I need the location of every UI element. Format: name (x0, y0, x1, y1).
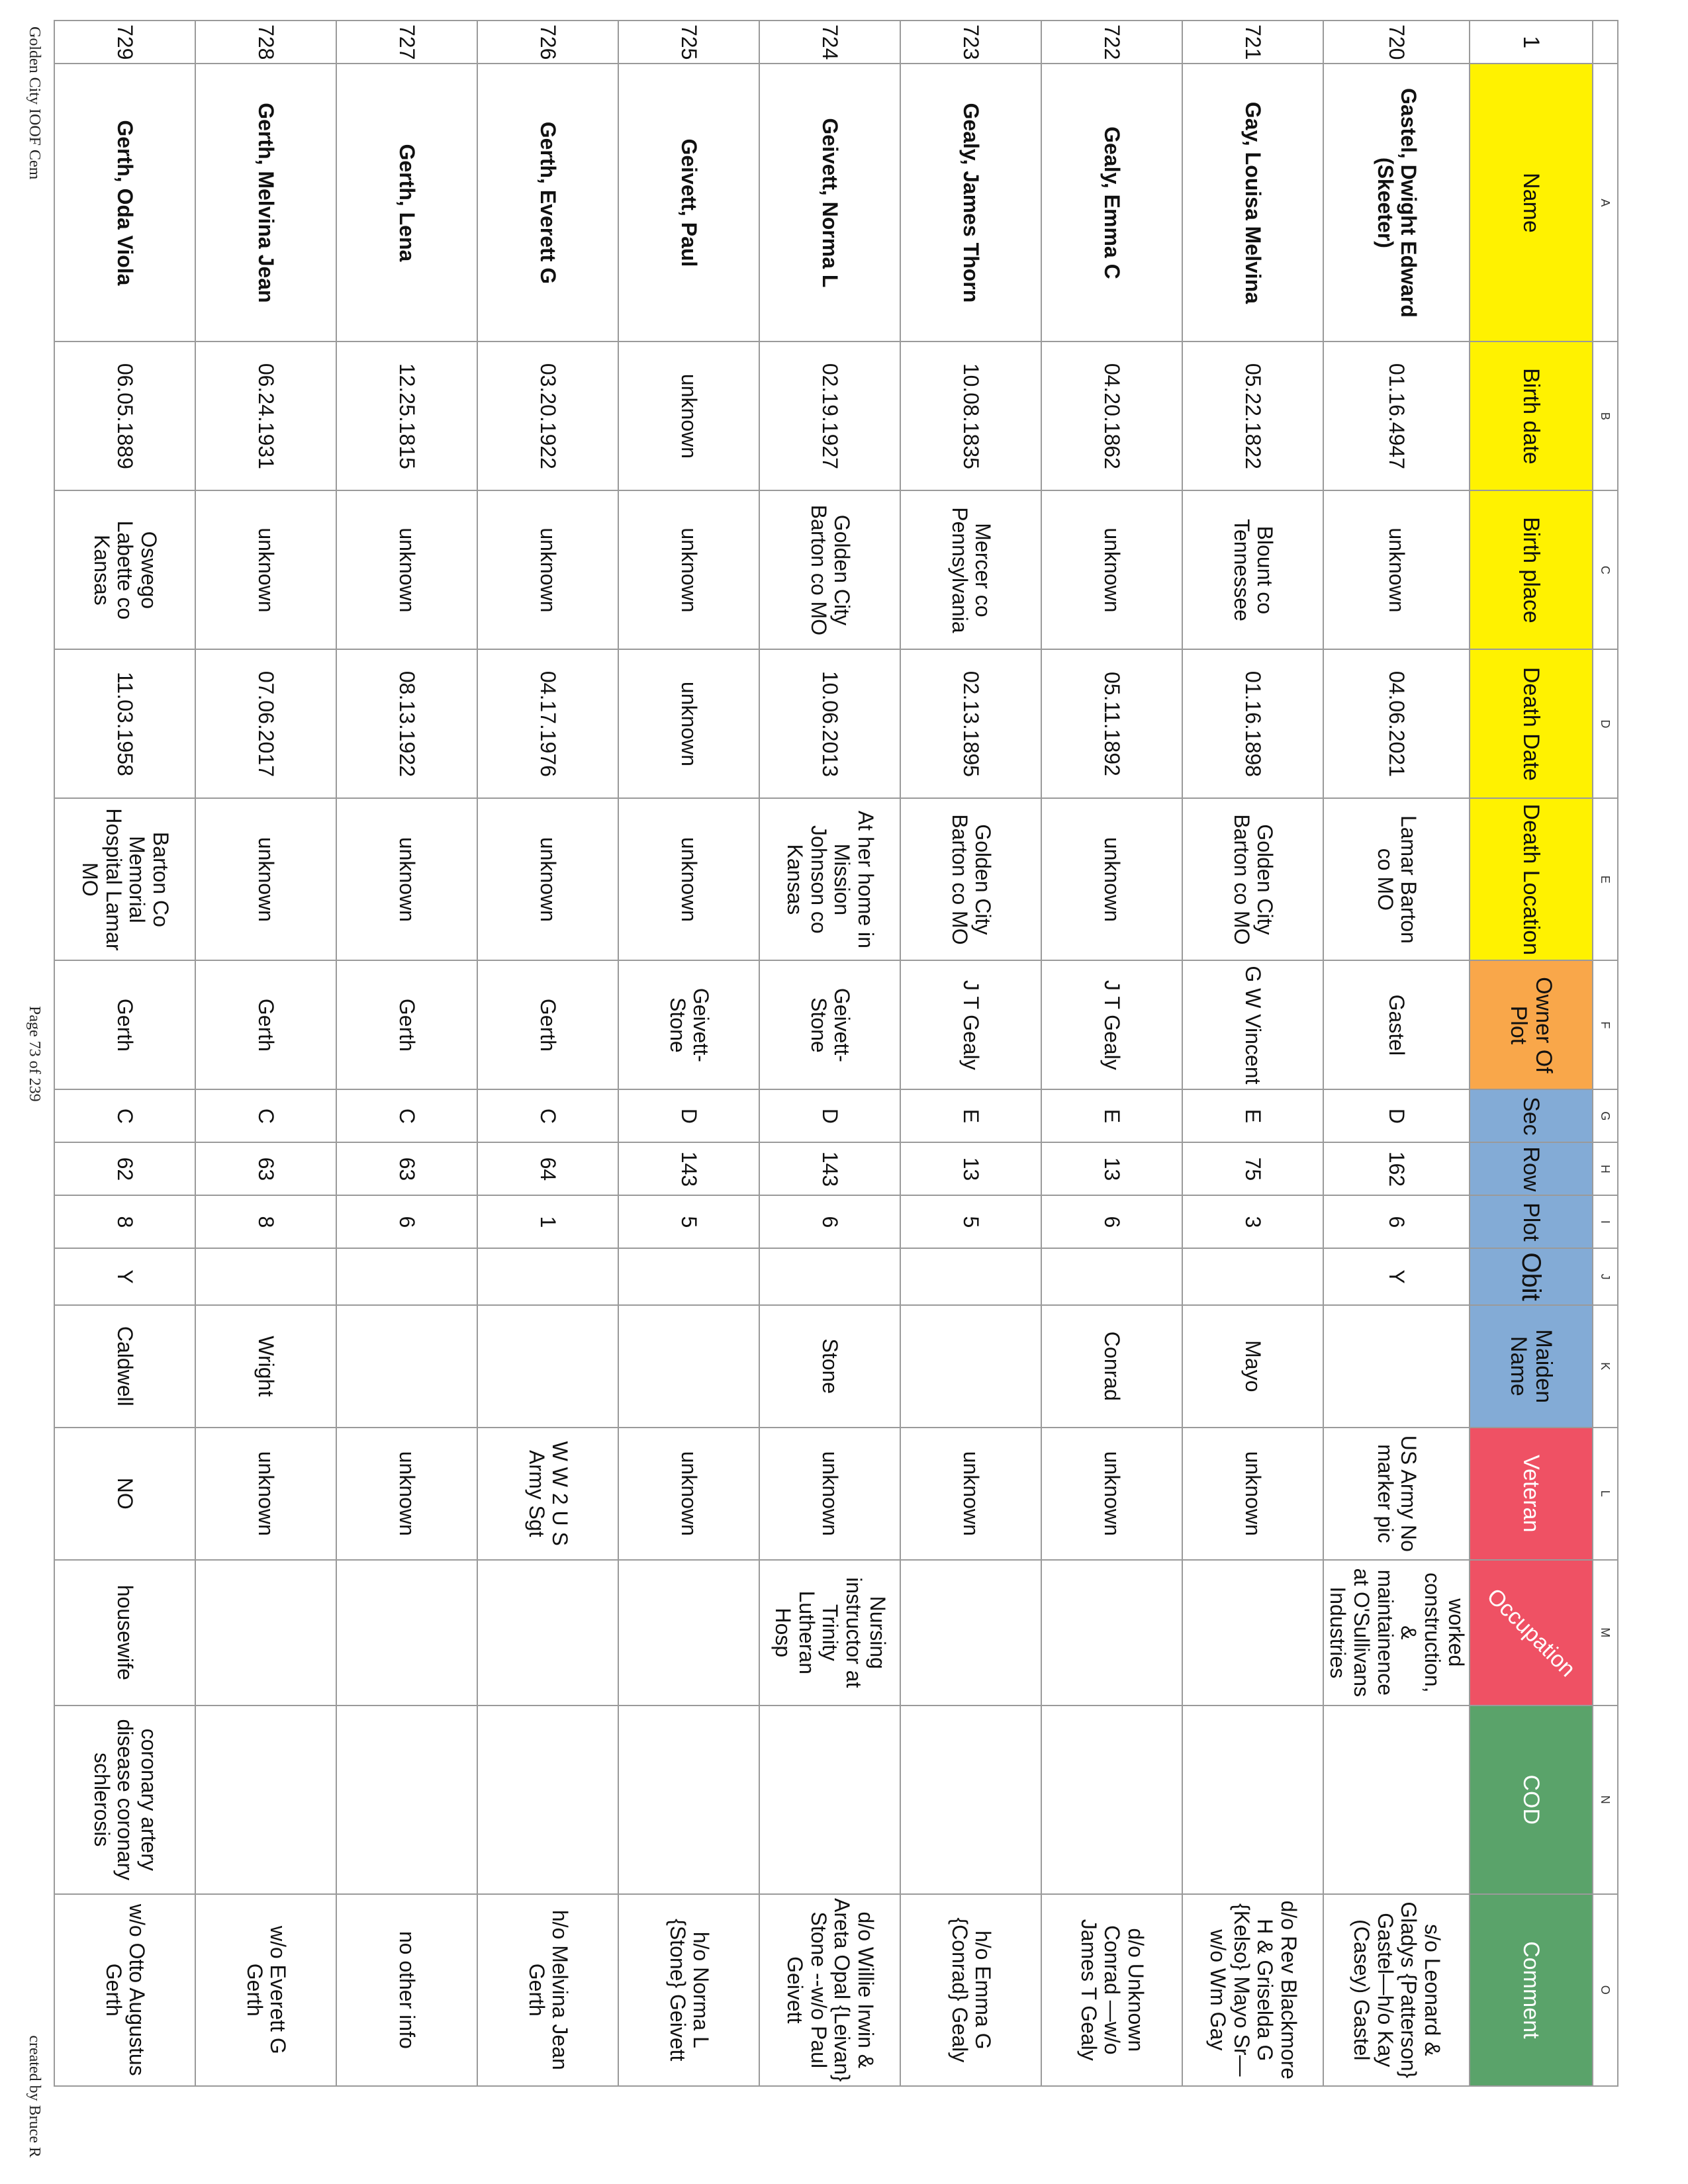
column-letter: K (1593, 1305, 1618, 1428)
table-row (900, 21, 1041, 2086)
row-cell: 63 (336, 1142, 477, 1195)
birth-date-cell: 01.16.4947 (1323, 341, 1470, 490)
plot-cell: 5 (618, 1195, 759, 1248)
occupation-cell: worked construction, & maintainence at O'Sullivans Industries (1323, 1560, 1470, 1706)
header-death-date: Death Date (1470, 649, 1593, 798)
name-cell: Gerth, Lena (336, 64, 477, 341)
cod-cell (195, 1706, 336, 1894)
birth-place-cell: unknown (336, 490, 477, 649)
comment-cell: s/o Leonard & Gladys {Patterson} Gastel—h/o Kay (Casey) Gastel (1323, 1894, 1470, 2086)
header-row-number: 1 (1470, 21, 1593, 64)
maiden-name-cell: Conrad (1041, 1305, 1182, 1428)
occupation-cell (195, 1560, 336, 1706)
death-date-cell: 10.06.2013 (759, 649, 900, 798)
comment-cell: d/o Willie Irwin & Areta Opal {Leivan} Stone --w/o Paul Geivett (759, 1894, 900, 2086)
plot-cell: 8 (195, 1195, 336, 1248)
occupation-cell: housewife (54, 1560, 195, 1706)
row-number: 722 (1041, 21, 1182, 64)
birth-place-cell: unknown (477, 490, 618, 649)
table-row (1323, 21, 1470, 2086)
row-number: 726 (477, 21, 618, 64)
header-occupation-cell (1470, 1560, 1593, 1706)
sec-cell: E (1041, 1089, 1182, 1142)
owner-cell: Geivett-Stone (759, 960, 900, 1089)
row-cell: 13 (900, 1142, 1041, 1195)
birth-date-cell: 12.25.1815 (336, 341, 477, 490)
header-plot: Plot (1470, 1195, 1593, 1248)
occupation-cell (618, 1560, 759, 1706)
death-date-cell: 04.17.1976 (477, 649, 618, 798)
header-birth-place: Birth place (1470, 490, 1593, 649)
name-cell: Gealy, James Thorn (900, 64, 1041, 341)
table-row (1041, 21, 1182, 2086)
veteran-cell: unknown (900, 1428, 1041, 1560)
row-cell: 64 (477, 1142, 618, 1195)
veteran-cell: unknown (618, 1428, 759, 1560)
maiden-name-cell (900, 1305, 1041, 1428)
row-cell: 63 (195, 1142, 336, 1195)
maiden-name-cell (336, 1305, 477, 1428)
maiden-name-cell (618, 1305, 759, 1428)
maiden-name-cell: Stone (759, 1305, 900, 1428)
occupation-cell: Nursing instructor at Trinity Lutheran Hosp (759, 1560, 900, 1706)
veteran-cell: unknown (195, 1428, 336, 1560)
occupation-cell (336, 1560, 477, 1706)
cod-cell (618, 1706, 759, 1894)
birth-place-cell: unknown (1041, 490, 1182, 649)
obit-cell: Y (54, 1248, 195, 1304)
obit-cell (477, 1248, 618, 1304)
column-letter: M (1593, 1560, 1618, 1706)
row-cell: 143 (759, 1142, 900, 1195)
name-cell: Gerth, Melvina Jean (195, 64, 336, 341)
comment-cell: h/o Melvina Jean Gerth (477, 1894, 618, 2086)
veteran-cell: unknown (336, 1428, 477, 1560)
header-row (1470, 21, 1593, 2086)
cod-cell (1323, 1706, 1470, 1894)
death-location-cell: unknown (195, 798, 336, 960)
death-location-cell: At her home in Mission Johnson co Kansas (759, 798, 900, 960)
veteran-cell: unknown (759, 1428, 900, 1560)
name-cell: Geivett, Norma L (759, 64, 900, 341)
obit-cell (759, 1248, 900, 1304)
maiden-name-cell: Wright (195, 1305, 336, 1428)
plot-cell: 1 (477, 1195, 618, 1248)
cod-cell (336, 1706, 477, 1894)
column-letter: E (1593, 798, 1618, 960)
plot-cell: 3 (1182, 1195, 1323, 1248)
death-location-cell: unknown (618, 798, 759, 960)
owner-cell: G W Vincent (1182, 960, 1323, 1089)
footer-page-number: Page 73 of 239 (26, 1006, 43, 1102)
header-row: Row (1470, 1142, 1593, 1195)
veteran-cell: W W 2 U S Army Sgt (477, 1428, 618, 1560)
comment-cell: h/o Emma G {Conrad} Gealy (900, 1894, 1041, 2086)
plot-cell: 6 (1041, 1195, 1182, 1248)
header-obit: Obit (1470, 1248, 1593, 1304)
death-date-cell: 02.13.1895 (900, 649, 1041, 798)
occupation-cell (1182, 1560, 1323, 1706)
sec-cell: E (1182, 1089, 1323, 1142)
sec-cell: D (1323, 1089, 1470, 1142)
cod-cell (477, 1706, 618, 1894)
row-number: 723 (900, 21, 1041, 64)
birth-date-cell: 03.20.1922 (477, 341, 618, 490)
plot-cell: 6 (759, 1195, 900, 1248)
footer-cemetery-name: Golden City IOOF Cem (26, 26, 43, 180)
owner-cell: Gerth (477, 960, 618, 1089)
sec-cell: E (900, 1089, 1041, 1142)
column-letter: O (1593, 1894, 1618, 2086)
sec-cell: C (195, 1089, 336, 1142)
cod-cell (759, 1706, 900, 1894)
header-occupation: Occupation (1481, 1583, 1581, 1682)
header-veteran: Veteran (1470, 1428, 1593, 1560)
plot-cell: 6 (1323, 1195, 1470, 1248)
birth-date-cell: unknown (618, 341, 759, 490)
veteran-cell: US Army No marker pic (1323, 1428, 1470, 1560)
death-location-cell: unknown (336, 798, 477, 960)
column-letter: L (1593, 1428, 1618, 1560)
birth-place-cell: unknown (1323, 490, 1470, 649)
death-location-cell: Lamar Barton co MO (1323, 798, 1470, 960)
row-number: 721 (1182, 21, 1323, 64)
column-letter: N (1593, 1706, 1618, 1894)
comment-cell: w/o Everett G Gerth (195, 1894, 336, 2086)
comment-cell: d/o Rev Blackmore H & Griselda G {Kelso} Mayo Sr—w/o Wm Gay (1182, 1894, 1323, 2086)
cemetery-records-table (54, 20, 1618, 2087)
cod-cell: coronary artery disease coronary schlerosis (54, 1706, 195, 1894)
name-cell: Gastel, Dwight Edward (Skeeter) (1323, 64, 1470, 341)
sec-cell: D (759, 1089, 900, 1142)
death-location-cell: Golden City Barton co MO (1182, 798, 1323, 960)
row-cell: 162 (1323, 1142, 1470, 1195)
header-name: Name (1470, 64, 1593, 341)
name-cell: Gerth, Everett G (477, 64, 618, 341)
obit-cell (618, 1248, 759, 1304)
death-date-cell: 11.03.1958 (54, 649, 195, 798)
header-cod: COD (1470, 1706, 1593, 1894)
veteran-cell: unknown (1182, 1428, 1323, 1560)
row-cell: 62 (54, 1142, 195, 1195)
sec-cell: C (54, 1089, 195, 1142)
death-location-cell: unknown (477, 798, 618, 960)
obit-cell (195, 1248, 336, 1304)
birth-date-cell: 02.19.1927 (759, 341, 900, 490)
table-row (618, 21, 759, 2086)
death-date-cell: 01.16.1898 (1182, 649, 1323, 798)
column-letter: D (1593, 649, 1618, 798)
column-letter: J (1593, 1248, 1618, 1304)
owner-cell: Gerth (195, 960, 336, 1089)
comment-cell: no other info (336, 1894, 477, 2086)
occupation-cell (900, 1560, 1041, 1706)
owner-cell: J T Gealy (1041, 960, 1182, 1089)
header-sec: Sec (1470, 1089, 1593, 1142)
footer-credit: created by Bruce R (26, 2035, 43, 2158)
table-row (195, 21, 336, 2086)
row-number: 724 (759, 21, 900, 64)
death-date-cell: 08.13.1922 (336, 649, 477, 798)
row-cell: 143 (618, 1142, 759, 1195)
birth-place-cell: Mercer co Pennsylvania (900, 490, 1041, 649)
comment-cell: d/o Unknown Conrad —w/o James T Gealy (1041, 1894, 1182, 2086)
sec-cell: D (618, 1089, 759, 1142)
name-cell: Gerth, Oda Viola (54, 64, 195, 341)
row-cell: 75 (1182, 1142, 1323, 1195)
corner-cell (1593, 21, 1618, 64)
row-number: 725 (618, 21, 759, 64)
obit-cell: Y (1323, 1248, 1470, 1304)
obit-cell (1182, 1248, 1323, 1304)
owner-cell: J T Gealy (900, 960, 1041, 1089)
table-row (477, 21, 618, 2086)
column-letter: I (1593, 1195, 1618, 1248)
maiden-name-cell: Caldwell (54, 1305, 195, 1428)
row-number: 720 (1323, 21, 1470, 64)
plot-cell: 6 (336, 1195, 477, 1248)
owner-cell: Gastel (1323, 960, 1470, 1089)
birth-date-cell: 04.20.1862 (1041, 341, 1182, 490)
death-location-cell: unknown (1041, 798, 1182, 960)
plot-cell: 5 (900, 1195, 1041, 1248)
obit-cell (1041, 1248, 1182, 1304)
maiden-name-cell (1323, 1305, 1470, 1428)
birth-date-cell: 05.22.1822 (1182, 341, 1323, 490)
death-location-cell: Golden City Barton co MO (900, 798, 1041, 960)
death-date-cell: unknown (618, 649, 759, 798)
cod-cell (1182, 1706, 1323, 1894)
header-maiden-name: Maiden Name (1470, 1305, 1593, 1428)
table-row (54, 21, 195, 2086)
maiden-name-cell: Mayo (1182, 1305, 1323, 1428)
column-letter: A (1593, 64, 1618, 341)
sec-cell: C (477, 1089, 618, 1142)
occupation-cell (1041, 1560, 1182, 1706)
column-letter: G (1593, 1089, 1618, 1142)
birth-date-cell: 06.05.1889 (54, 341, 195, 490)
veteran-cell: NO (54, 1428, 195, 1560)
veteran-cell: unknown (1041, 1428, 1182, 1560)
cod-cell (900, 1706, 1041, 1894)
column-letter: B (1593, 341, 1618, 490)
column-letter: F (1593, 960, 1618, 1089)
birth-place-cell: Golden City Barton co MO (759, 490, 900, 649)
header-death-location: Death Location (1470, 798, 1593, 960)
death-date-cell: 05.11.1892 (1041, 649, 1182, 798)
death-date-cell: 04.06.2021 (1323, 649, 1470, 798)
name-cell: Geivett, Paul (618, 64, 759, 341)
birth-place-cell: Blount co Tennessee (1182, 490, 1323, 649)
cod-cell (1041, 1706, 1182, 1894)
name-cell: Gay, Louisa Melvina (1182, 64, 1323, 341)
header-comment: Comment (1470, 1894, 1593, 2086)
owner-cell: Geivett-Stone (618, 960, 759, 1089)
column-letter: C (1593, 490, 1618, 649)
birth-place-cell: unknown (618, 490, 759, 649)
owner-cell: Gerth (336, 960, 477, 1089)
occupation-cell (477, 1560, 618, 1706)
row-number: 727 (336, 21, 477, 64)
birth-place-cell: unknown (195, 490, 336, 649)
birth-date-cell: 06.24.1931 (195, 341, 336, 490)
row-number: 729 (54, 21, 195, 64)
death-location-cell: Barton Co Memorial Hospital Lamar MO (54, 798, 195, 960)
owner-cell: Gerth (54, 960, 195, 1089)
obit-cell (900, 1248, 1041, 1304)
row-number: 728 (195, 21, 336, 64)
comment-cell: h/o Norma L {Stone} Geivett (618, 1894, 759, 2086)
column-letter: H (1593, 1142, 1618, 1195)
plot-cell: 8 (54, 1195, 195, 1248)
comment-cell: w/o Otto Augustus Gerth (54, 1894, 195, 2086)
table-row (336, 21, 477, 2086)
table-row (759, 21, 900, 2086)
name-cell: Gealy, Emma C (1041, 64, 1182, 341)
maiden-name-cell (477, 1305, 618, 1428)
sec-cell: C (336, 1089, 477, 1142)
obit-cell (336, 1248, 477, 1304)
header-owner-of-plot: Owner Of Plot (1470, 960, 1593, 1089)
column-letter-row (1593, 21, 1618, 2086)
birth-date-cell: 10.08.1835 (900, 341, 1041, 490)
birth-place-cell: Oswego Labette co Kansas (54, 490, 195, 649)
death-date-cell: 07.06.2017 (195, 649, 336, 798)
table-row (1182, 21, 1323, 2086)
header-birth-date: Birth date (1470, 341, 1593, 490)
row-cell: 13 (1041, 1142, 1182, 1195)
table-body (54, 21, 1618, 2086)
